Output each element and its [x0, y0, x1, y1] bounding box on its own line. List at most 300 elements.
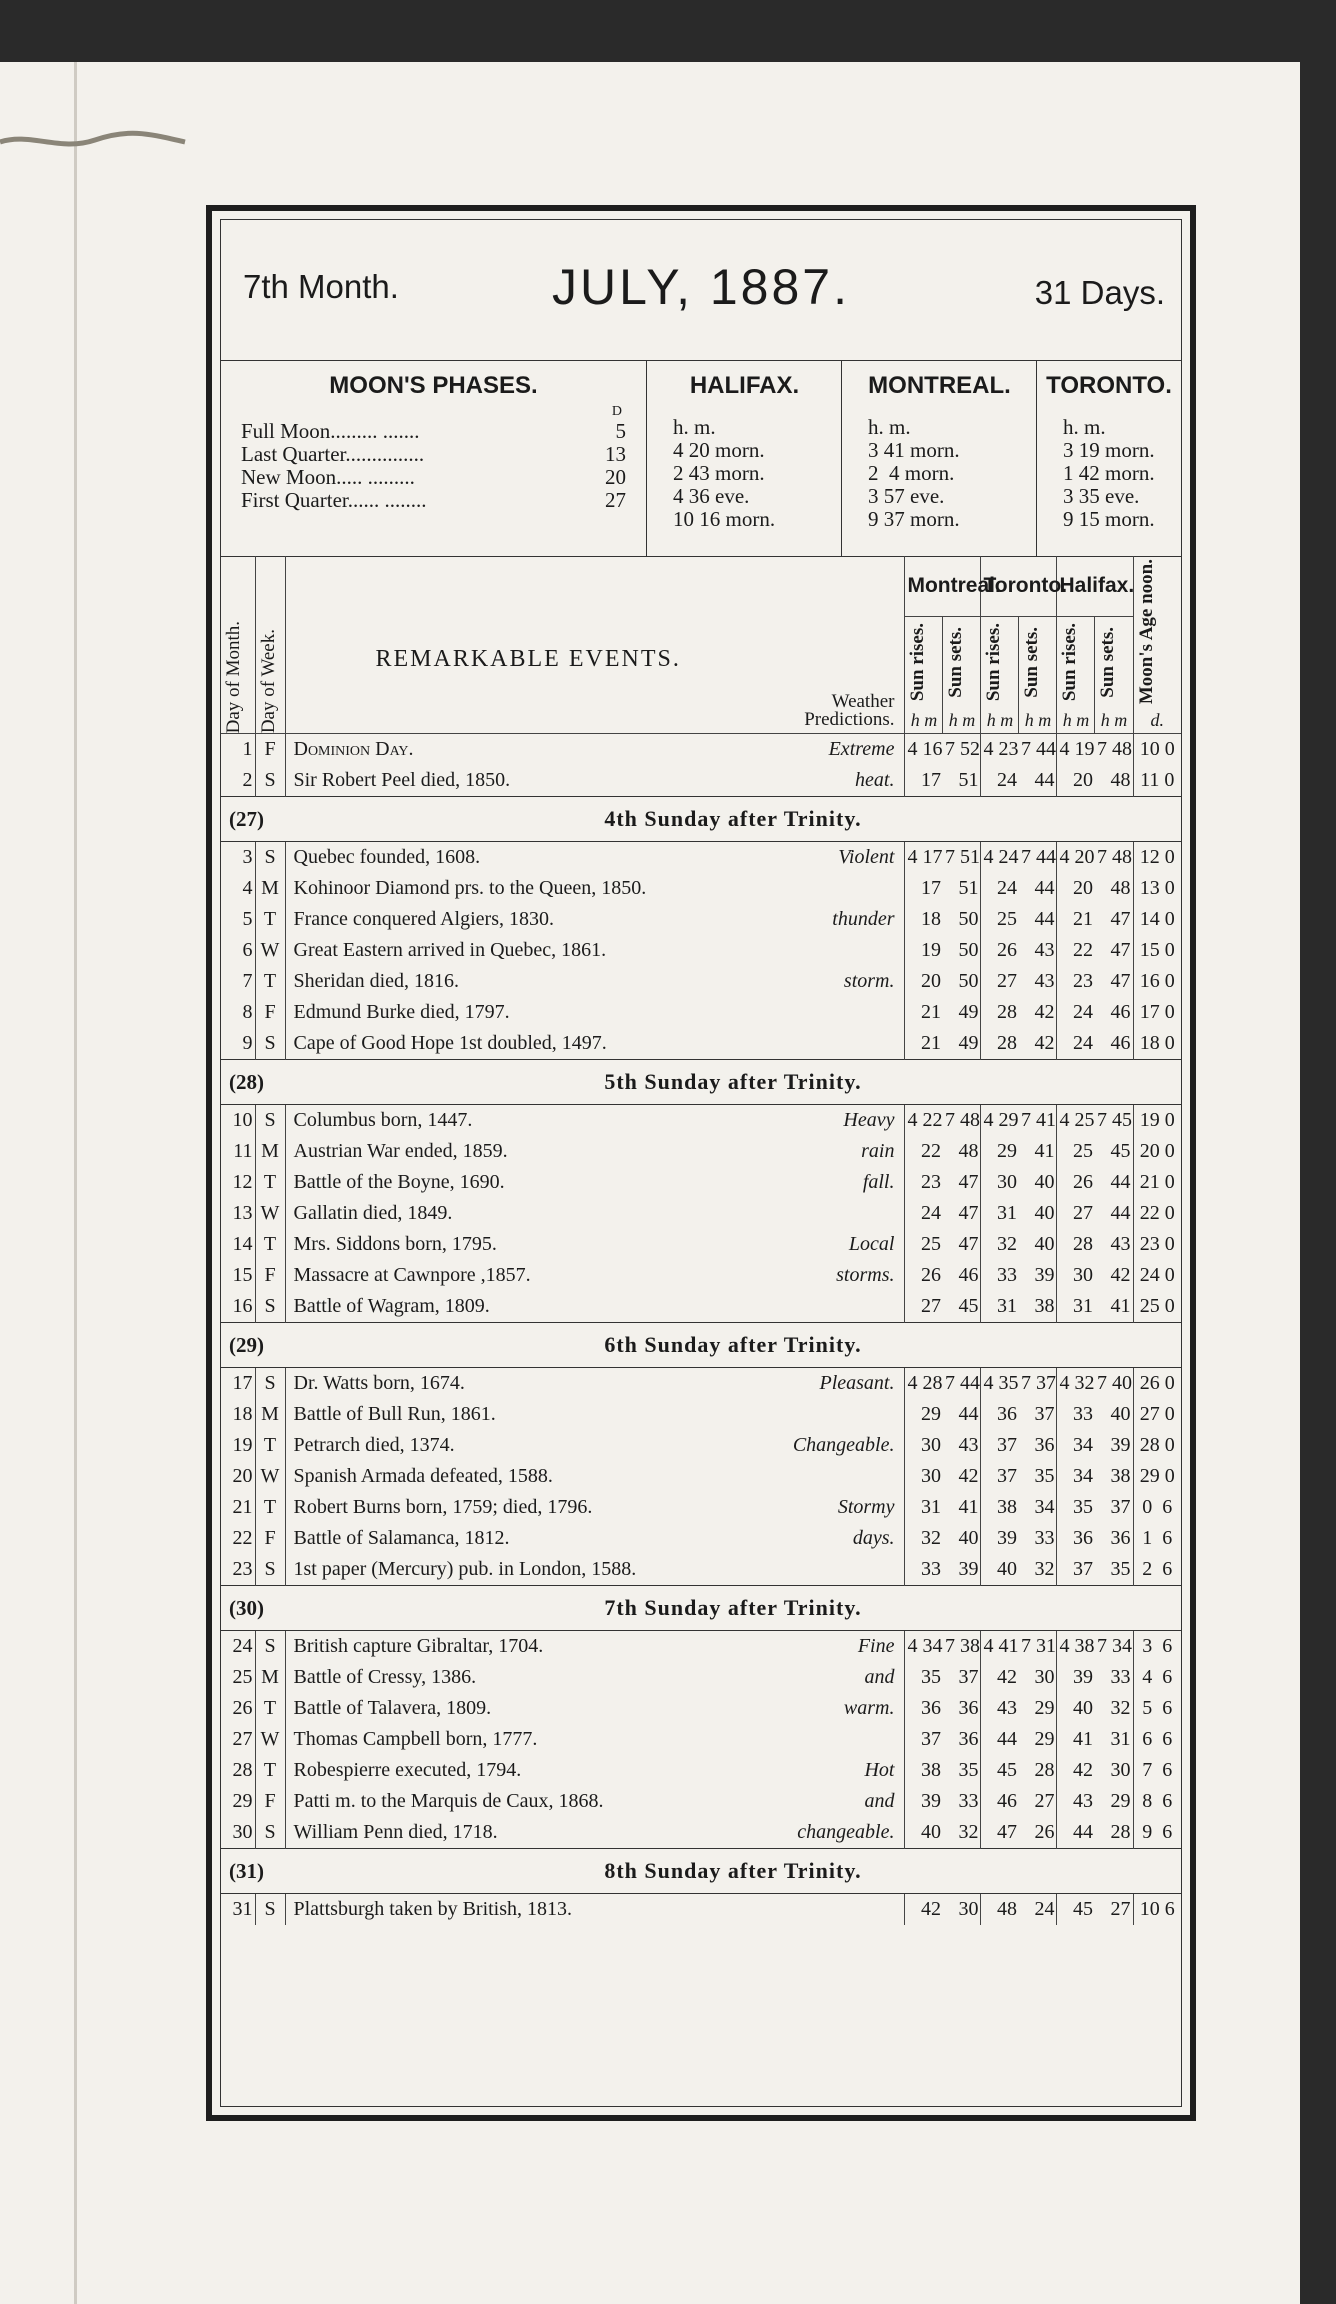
phase-row [241, 489, 626, 512]
sun-time-mr: 20 [920, 970, 941, 992]
halifax-times [673, 416, 775, 531]
day-row [221, 1554, 1181, 1586]
sun-time-tr: 33 [996, 1264, 1017, 1286]
sun-time-hs: 29 [1110, 1790, 1131, 1812]
toronto-phase-column [1036, 360, 1181, 556]
sun-time-mr: 21 [920, 1001, 941, 1023]
sun-time-hs: 48 [1110, 877, 1131, 899]
sun-time-hr: 25 [1072, 1140, 1093, 1162]
sun-time-ms: 46 [943, 1260, 981, 1291]
day-row [221, 1368, 1181, 1400]
day-row [221, 1430, 1181, 1461]
moon-phases-section [221, 360, 1181, 556]
day-of-week: F [255, 1786, 285, 1817]
moon-age: 6 6 [1133, 1724, 1181, 1755]
day-of-month: 11 [221, 1136, 255, 1167]
montreal-rises-header: Sun rises. [905, 617, 943, 708]
weather-prediction: heat. [755, 765, 905, 797]
sun-time-mr: 38 [920, 1759, 941, 1781]
event-text: Plattsburgh taken by British, 1813. [293, 1898, 573, 1920]
sun-time-mr: 26 [920, 1264, 941, 1286]
sun-time-tr: 37 [996, 1465, 1017, 1487]
sun-time-hs: 31 [1110, 1728, 1131, 1750]
sun-time-ts: 32 [1019, 1554, 1057, 1586]
days-count: 31 Days. [1034, 274, 1165, 311]
almanac-body [221, 734, 1181, 1926]
day-of-month: 22 [221, 1523, 255, 1554]
montreal-times [868, 416, 960, 531]
sun-time-ts: 7 44 [1019, 734, 1057, 766]
day-of-month: 24 [221, 1631, 255, 1663]
sun-time-ts: 30 [1019, 1662, 1057, 1693]
moon-age: 29 0 [1133, 1461, 1181, 1492]
sun-time-hr: 27 [1072, 1202, 1093, 1224]
event-text: Robespierre executed, 1794. [293, 1759, 522, 1781]
sun-time-ts: 33 [1019, 1523, 1057, 1554]
event-text: Battle of Cressy, 1386. [293, 1666, 477, 1688]
sun-time-hr: 4 20 [1059, 846, 1095, 868]
day-row [221, 1105, 1181, 1137]
sunday-number: (27) [221, 797, 285, 842]
moon-age: 18 0 [1133, 1028, 1181, 1060]
day-of-week: S [255, 1894, 285, 1926]
sun-time-ts: 37 [1019, 1399, 1057, 1430]
moon-age: 3 6 [1133, 1631, 1181, 1663]
weather-prediction [755, 1554, 905, 1586]
moon-age: 7 6 [1133, 1755, 1181, 1786]
day-of-month: 27 [221, 1724, 255, 1755]
moon-age-header: Moon's Age noon. [1133, 556, 1181, 707]
day-row [221, 1523, 1181, 1554]
sun-time-ts: 44 [1019, 873, 1057, 904]
day-of-month: 25 [221, 1662, 255, 1693]
sun-time-tr: 28 [996, 1001, 1017, 1023]
sun-time-hs: 39 [1110, 1434, 1131, 1456]
day-of-month: 16 [221, 1291, 255, 1323]
sun-time-hs: 42 [1110, 1264, 1131, 1286]
sun-time-tr: 4 24 [983, 846, 1019, 868]
events-header [285, 556, 905, 734]
toronto-sets-header: Sun sets. [1019, 617, 1057, 708]
sun-time-hs: 38 [1110, 1465, 1131, 1487]
day-of-month: 1 [221, 734, 255, 766]
month-number: 7th Month. [243, 268, 399, 305]
sun-time-hr: 26 [1072, 1171, 1093, 1193]
sun-time-hs: 33 [1110, 1666, 1131, 1688]
sunday-row [221, 1323, 1181, 1368]
moon-age: 13 0 [1133, 873, 1181, 904]
day-of-week: F [255, 997, 285, 1028]
sun-time-ts: 40 [1019, 1167, 1057, 1198]
sun-time-hr: 28 [1072, 1233, 1093, 1255]
montreal-sets-header: Sun sets. [943, 617, 981, 708]
event-text: Sheridan died, 1816. [293, 970, 460, 992]
sun-time-hs: 44 [1110, 1202, 1131, 1224]
sun-time-mr: 33 [920, 1558, 941, 1580]
day-of-month: 13 [221, 1198, 255, 1229]
sun-time-hr: 20 [1072, 769, 1093, 791]
weather-prediction [755, 1461, 905, 1492]
sun-time-ms: 51 [943, 765, 981, 797]
sun-time-ms: 47 [943, 1167, 981, 1198]
phase-dots: ......... ....... [330, 419, 420, 443]
event-text: Petrarch died, 1374. [293, 1434, 455, 1456]
sun-time-tr: 26 [996, 939, 1017, 961]
unit-hm [981, 707, 1019, 734]
day-of-week: S [255, 1554, 285, 1586]
event-text: Battle of Wagram, 1809. [293, 1295, 490, 1317]
unit-m: m [1076, 709, 1090, 730]
sunday-number: (31) [221, 1849, 285, 1894]
moon-age: 20 0 [1133, 1136, 1181, 1167]
day-row [221, 1399, 1181, 1430]
day-of-week: W [255, 1724, 285, 1755]
sun-time-ts: 38 [1019, 1291, 1057, 1323]
day-of-week: T [255, 1755, 285, 1786]
day-of-month: 19 [221, 1430, 255, 1461]
weather-prediction: Heavy [755, 1105, 905, 1137]
sun-time-tr: 44 [996, 1728, 1017, 1750]
weather-prediction [755, 1198, 905, 1229]
day-row [221, 1817, 1181, 1849]
sun-time-ms: 41 [943, 1492, 981, 1523]
unit-m: m [1114, 709, 1128, 730]
day-of-month: 12 [221, 1167, 255, 1198]
sun-time-tr: 39 [996, 1527, 1017, 1549]
event-text: Battle of the Boyne, 1690. [293, 1171, 505, 1193]
sun-time-ms: 47 [943, 1198, 981, 1229]
event-text: Patti m. to the Marquis de Caux, 1868. [293, 1790, 604, 1812]
moon-age: 26 0 [1133, 1368, 1181, 1400]
phase-name: New Moon [241, 465, 337, 489]
binding-string [0, 128, 190, 154]
sun-time-ms: 33 [943, 1786, 981, 1817]
sun-time-hs: 45 [1110, 1140, 1131, 1162]
phases-heading: MOON'S PHASES. [329, 372, 538, 399]
sun-time-mr: 32 [920, 1527, 941, 1549]
sun-time-tr: 32 [996, 1233, 1017, 1255]
sun-time-tr: 38 [996, 1496, 1017, 1518]
phase-label [241, 443, 596, 466]
phase-time: 10 16 morn. [673, 507, 776, 531]
day-row [221, 1662, 1181, 1693]
sun-time-tr: 47 [996, 1821, 1017, 1843]
sun-time-mr: 24 [920, 1202, 941, 1224]
moon-age: 16 0 [1133, 966, 1181, 997]
sun-time-hs: 44 [1110, 1171, 1131, 1193]
phase-time: 3 57 eve. [868, 484, 945, 508]
phase-time: 3 35 eve. [1063, 484, 1140, 508]
sun-time-mr: 4 16 [907, 738, 943, 760]
weather-prediction: storm. [755, 966, 905, 997]
sun-time-mr: 19 [920, 939, 941, 961]
sun-time-ms: 51 [943, 873, 981, 904]
day-row [221, 1028, 1181, 1060]
sun-time-ms: 30 [943, 1894, 981, 1926]
sun-time-ms: 43 [943, 1430, 981, 1461]
sun-time-mr: 42 [920, 1898, 941, 1920]
event-text: British capture Gibraltar, 1704. [293, 1635, 544, 1657]
sun-time-ts: 7 37 [1019, 1368, 1057, 1400]
day-of-month: 31 [221, 1894, 255, 1926]
day-row [221, 1461, 1181, 1492]
phase-time: 9 15 morn. [1063, 507, 1155, 531]
sun-time-hr: 4 32 [1059, 1372, 1095, 1394]
day-row [221, 765, 1181, 797]
day-of-week: T [255, 1492, 285, 1523]
weather-prediction: Hot [755, 1755, 905, 1786]
sun-time-hr: 24 [1072, 1032, 1093, 1054]
phase-name: Full Moon [241, 419, 331, 443]
sun-time-hs: 46 [1110, 1001, 1131, 1023]
title-row [221, 220, 1181, 360]
unit-hm [1019, 707, 1057, 734]
day-of-week: W [255, 935, 285, 966]
day-of-week-header: Day of Week. [255, 556, 285, 734]
sun-time-hs: 43 [1110, 1233, 1131, 1255]
event-text: Battle of Bull Run, 1861. [293, 1403, 496, 1425]
phase-name: First Quarter [241, 488, 348, 512]
sun-time-mr: 40 [920, 1821, 941, 1843]
sun-time-hr: 35 [1072, 1496, 1093, 1518]
sun-time-tr: 48 [996, 1898, 1017, 1920]
sun-time-ms: 7 51 [943, 842, 981, 874]
event-text: Dr. Watts born, 1674. [293, 1372, 465, 1394]
moon-age: 9 6 [1133, 1817, 1181, 1849]
sunday-row [221, 1849, 1181, 1894]
sun-time-hr: 4 25 [1059, 1109, 1095, 1131]
phase-row [241, 443, 626, 466]
weather-prediction [755, 1291, 905, 1323]
calendar-inner-border [220, 219, 1182, 2107]
sun-time-hr: 22 [1072, 939, 1093, 961]
sunday-label: 5th Sunday after Trinity. [285, 1060, 1181, 1105]
sun-time-hs: 7 48 [1096, 846, 1132, 868]
sun-time-hs: 32 [1110, 1697, 1131, 1719]
sun-time-hs: 47 [1110, 939, 1131, 961]
sun-time-ms: 35 [943, 1755, 981, 1786]
sun-time-hr: 42 [1072, 1759, 1093, 1781]
sun-time-tr: 45 [996, 1759, 1017, 1781]
day-of-month: 21 [221, 1492, 255, 1523]
montreal-phase-column [841, 360, 1037, 556]
weather-prediction: storms. [755, 1260, 905, 1291]
moon-age: 19 0 [1133, 1105, 1181, 1137]
event-text: Columbus born, 1447. [293, 1109, 473, 1131]
sun-time-mr: 17 [920, 769, 941, 791]
phase-time: 9 37 morn. [868, 507, 960, 531]
phases-list [241, 420, 626, 512]
phase-day: 13 [605, 442, 626, 466]
sun-time-ts: 26 [1019, 1817, 1057, 1849]
unit-h: h [1100, 709, 1110, 730]
day-of-week: S [255, 1291, 285, 1323]
sun-time-ts: 44 [1019, 904, 1057, 935]
day-of-week: S [255, 842, 285, 874]
sun-time-tr: 4 35 [983, 1372, 1019, 1394]
sun-time-ts: 41 [1019, 1136, 1057, 1167]
sunday-number: (30) [221, 1586, 285, 1631]
sun-time-ts: 39 [1019, 1260, 1057, 1291]
day-of-month-header: Day of Month. [221, 556, 255, 734]
day-row [221, 1693, 1181, 1724]
weather-prediction: Extreme [755, 734, 905, 766]
day-of-month: 15 [221, 1260, 255, 1291]
phase-time: 4 36 eve. [673, 484, 750, 508]
sunday-label: 4th Sunday after Trinity. [285, 797, 1181, 842]
sun-time-hs: 7 34 [1096, 1635, 1132, 1657]
sun-time-ts: 44 [1019, 765, 1057, 797]
day-of-week: T [255, 1229, 285, 1260]
day-of-week: S [255, 1368, 285, 1400]
sun-time-hs: 47 [1110, 970, 1131, 992]
sun-time-tr: 31 [996, 1295, 1017, 1317]
day-of-week: F [255, 734, 285, 766]
event-text: 1st paper (Mercury) pub. in London, 1588. [293, 1558, 637, 1580]
halifax-heading: HALIFAX. [689, 372, 800, 399]
weather-prediction [755, 1724, 905, 1755]
sunday-number: (29) [221, 1323, 285, 1368]
almanac-table [221, 556, 1181, 1925]
weather-prediction: rain [755, 1136, 905, 1167]
sun-time-hr: 36 [1072, 1527, 1093, 1549]
sun-time-hr: 34 [1072, 1434, 1093, 1456]
moon-age: 11 0 [1133, 765, 1181, 797]
day-of-week: F [255, 1523, 285, 1554]
day-of-week: W [255, 1198, 285, 1229]
day-of-week: M [255, 873, 285, 904]
sun-time-hs: 7 45 [1096, 1109, 1132, 1131]
day-row [221, 734, 1181, 766]
phase-dots: ...... ........ [347, 488, 427, 512]
sun-time-tr: 46 [996, 1790, 1017, 1812]
toronto-rises-header: Sun rises. [981, 617, 1019, 708]
sunday-label: 7th Sunday after Trinity. [285, 1586, 1181, 1631]
day-row [221, 997, 1181, 1028]
event-text: Quebec founded, 1608. [293, 846, 481, 868]
event-text: Mrs. Siddons born, 1795. [293, 1233, 497, 1255]
moon-age: 25 0 [1133, 1291, 1181, 1323]
sun-time-hr: 21 [1072, 908, 1093, 930]
sun-time-tr: 31 [996, 1202, 1017, 1224]
unit-d: d. [1133, 707, 1181, 734]
day-of-week: F [255, 1260, 285, 1291]
phase-label [241, 489, 596, 512]
sun-time-ms: 37 [943, 1662, 981, 1693]
sun-time-tr: 42 [996, 1666, 1017, 1688]
sun-time-mr: 35 [920, 1666, 941, 1688]
unit-hm [1057, 707, 1095, 734]
day-row [221, 935, 1181, 966]
sun-time-tr: 36 [996, 1403, 1017, 1425]
day-of-week: W [255, 1461, 285, 1492]
weather-prediction: Stormy [755, 1492, 905, 1523]
moon-age: 27 0 [1133, 1399, 1181, 1430]
moon-age: 2 6 [1133, 1554, 1181, 1586]
sun-time-ms: 45 [943, 1291, 981, 1323]
day-row [221, 966, 1181, 997]
sun-time-hs: 46 [1110, 1032, 1131, 1054]
time-unit: h. m. [868, 415, 911, 439]
moon-age: 12 0 [1133, 842, 1181, 874]
day-row [221, 1136, 1181, 1167]
event-text: Sir Robert Peel died, 1850. [293, 769, 511, 791]
sunday-row [221, 1586, 1181, 1631]
sun-time-tr: 30 [996, 1171, 1017, 1193]
weather-prediction [755, 873, 905, 904]
sun-time-hr: 30 [1072, 1264, 1093, 1286]
event-text: Gallatin died, 1849. [293, 1202, 453, 1224]
sun-time-ts: 40 [1019, 1198, 1057, 1229]
phase-time: 1 42 morn. [1063, 461, 1155, 485]
weather-heading: Weather Predictions. [804, 691, 895, 730]
weather-prediction [755, 1894, 905, 1926]
moon-age: 17 0 [1133, 997, 1181, 1028]
phase-day: 27 [605, 488, 626, 512]
unit-h: h [1062, 709, 1072, 730]
sun-time-ms: 7 52 [943, 734, 981, 766]
sun-time-mr: 22 [920, 1140, 941, 1162]
sun-time-hs: 47 [1110, 908, 1131, 930]
day-of-week: S [255, 1817, 285, 1849]
sun-time-ms: 47 [943, 1229, 981, 1260]
sun-time-ts: 7 31 [1019, 1631, 1057, 1663]
unit-h: h [910, 709, 920, 730]
sun-time-ts: 42 [1019, 1028, 1057, 1060]
event-text: Spanish Armada defeated, 1588. [293, 1465, 553, 1487]
time-unit: h. m. [673, 415, 716, 439]
sun-time-mr: 4 22 [907, 1109, 943, 1131]
unit-h: h [948, 709, 958, 730]
sun-time-hr: 37 [1072, 1558, 1093, 1580]
sun-time-ms: 7 44 [943, 1368, 981, 1400]
day-of-week: M [255, 1662, 285, 1693]
sun-time-ts: 40 [1019, 1229, 1057, 1260]
event-text: France conquered Algiers, 1830. [293, 908, 554, 930]
day-row [221, 1894, 1181, 1926]
sun-time-hr: 40 [1072, 1697, 1093, 1719]
day-of-week: T [255, 1693, 285, 1724]
weather-prediction: Violent [755, 842, 905, 874]
unit-hm [943, 707, 981, 734]
weather-prediction [755, 935, 905, 966]
event-text: Edmund Burke died, 1797. [293, 1001, 510, 1023]
day-of-month: 7 [221, 966, 255, 997]
calendar-frame [206, 205, 1196, 2121]
day-of-month: 17 [221, 1368, 255, 1400]
sun-time-mr: 27 [920, 1295, 941, 1317]
day-of-month: 23 [221, 1554, 255, 1586]
day-of-month: 10 [221, 1105, 255, 1137]
moon-age: 4 6 [1133, 1662, 1181, 1693]
day-col-label: D [611, 404, 622, 419]
day-row [221, 842, 1181, 874]
sun-time-hr: 23 [1072, 970, 1093, 992]
sun-time-mr: 17 [920, 877, 941, 899]
sun-time-ms: 40 [943, 1523, 981, 1554]
day-of-week: S [255, 765, 285, 797]
event-text: Massacre at Cawnpore ,1857. [293, 1264, 531, 1286]
phase-name: Last Quarter [241, 442, 346, 466]
sun-time-ts: 43 [1019, 966, 1057, 997]
sun-time-mr: 4 34 [907, 1635, 943, 1657]
day-row [221, 1260, 1181, 1291]
halifax-rises-header: Sun rises. [1057, 617, 1095, 708]
day-of-week: T [255, 1167, 285, 1198]
weather-prediction: Changeable. [755, 1430, 905, 1461]
sun-time-tr: 40 [996, 1558, 1017, 1580]
halifax-phase-column [646, 360, 842, 556]
